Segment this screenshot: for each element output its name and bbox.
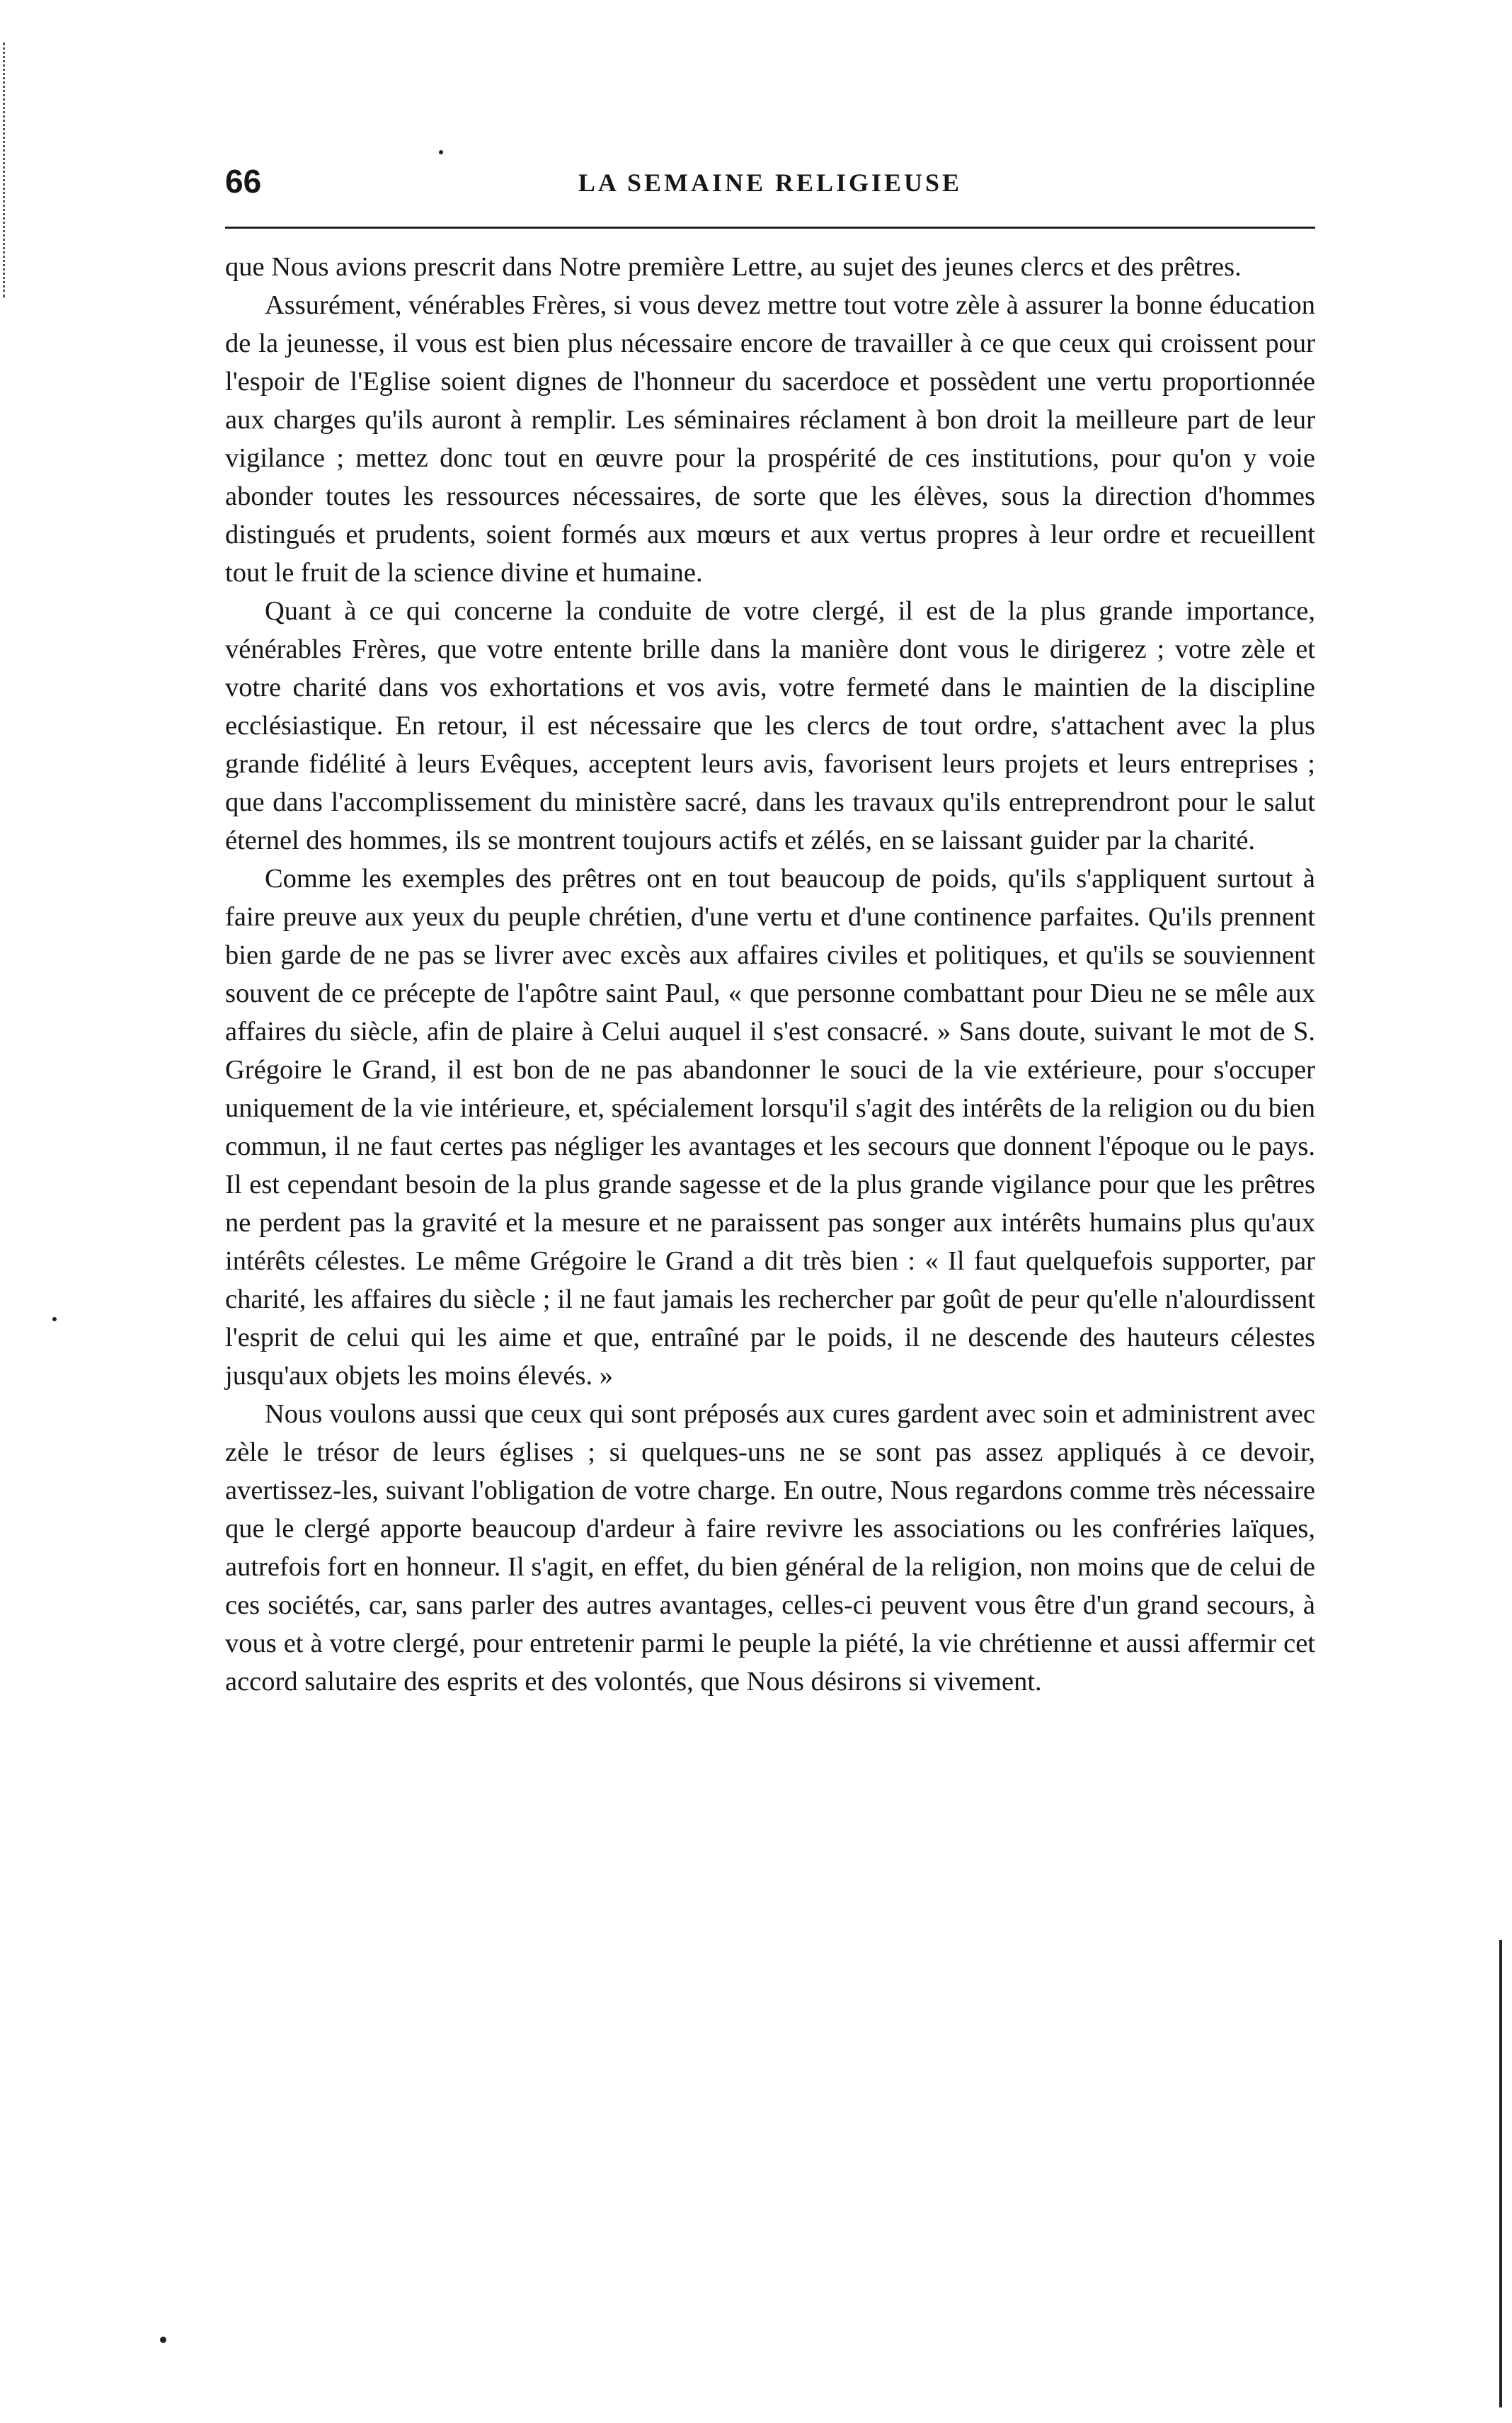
header-rule [225,227,1315,229]
paragraph: Nous voulons aussi que ceux qui sont préposés aux cures gardent avec soin et administrent avec zèle le trésor de leurs églises ; si quelques-uns ne se sont pas assez appliqués à ce devoir, avertissez-les, suivant l'obligation de votre charge. En outre, Nous regardons comme très nécessaire que le clergé apporte beaucoup d'ardeur à faire revivre les associations ou les confréries laïques, autrefois fort en honneur. Il s'agit, en effet, du bien général de la religion, non moins que de celui de ces sociétés, car, sans parler des autres avantages, celles-ci peuvent vous être d'un grand secours, à vous et à votre clergé, pour entretenir parmi le peuple la piété, la vie chrétienne et aussi affermir cet accord salutaire des esprits et des volontés, que Nous désirons si vivement. [225,1399,1315,1697]
paragraph: Quant à ce qui concerne la conduite de votre clergé, il est de la plus grande importance, vénérables Frères, que votre entente brille dans la manière dont vous le dirigerez ; votre zèle et votre charité dans vos exhortations et vos avis, votre fermeté dans le maintien de la discipline ecclésiastique. En retour, il est nécessaire que les clercs de tout ordre, s'attachent avec la plus grande fidélité à leurs Evêques, acceptent leurs avis, favorisent leurs projets et leurs entreprises ; que dans l'accomplissement du ministère sacré, dans les travaux qu'ils entreprendront pour le salut éternel des hommes, ils se montrent toujours actifs et zélés, en se laissant guider par la charité. [225,596,1315,855]
page-edge-right [1495,1940,1502,2407]
page-number: 66 [225,163,262,200]
ink-speck [52,1317,57,1321]
paragraph: Assurément, vénérables Frères, si vous devez mettre tout votre zèle à assurer la bonne éducation de la jeunesse, il vous est bien plus nécessaire encore de travailler à ce que ceux qui croissent pour l'espoir de l'Eglise soient dignes de l'honneur du sacerdoce et possèdent une vertu proportionnée aux charges qu'ils auront à remplir. Les séminaires réclament à bon droit la meilleure part de leur vigilance ; mettez donc tout en œuvre pour la prospérité de ces institutions, pour qu'on y voie abonder toutes les ressources nécessaires, de sorte que les élèves, sous la direction d'hommes distingués et prudents, soient formés aux mœurs et aux vertus propres à leur ordre et recueillent tout le fruit de la science divine et humaine. [225,290,1315,588]
body-text [225,248,1315,1701]
paragraph: Comme les exemples des prêtres ont en tout beaucoup de poids, qu'ils s'appliquent surtout à faire preuve aux yeux du peuple chrétien, d'une vertu et d'une continence parfaites. Qu'ils prennent bien garde de ne pas se livrer avec excès aux affaires civiles et politiques, et qu'ils se souviennent souvent de ce précepte de l'apôtre saint Paul, « que personne combattant pour Dieu ne se mêle aux affaires du siècle, afin de plaire à Celui auquel il s'est consacré. » Sans doute, suivant le mot de S. Grégoire le Grand, il est bon de ne pas abandonner le souci de la vie extérieure, pour s'occuper uniquement de la vie intérieure, et, spécialement lorsqu'il s'agit des intérêts de la religion ou du bien commun, il ne faut certes pas négliger les avantages et les secours que donnent l'époque ou le pays. Il est cependant besoin de la plus grande sagesse et de la plus grande vigilance pour que les prêtres ne perdent pas la gravité et la mesure et ne paraissent pas songer aux intérêts humains plus qu'aux intérêts célestes. Le même Grégoire le Grand a dit très bien : « Il faut quelquefois supporter, par charité, les affaires du siècle ; il ne faut jamais les rechercher par goût de peur qu'elle n'alourdissent l'esprit de celui qui les aime et que, entraîné par le poids, il ne descende des hauteurs célestes jusqu'aux objets les moins élevés. » [225,864,1315,1391]
running-head: LA SEMAINE RELIGIEUSE [578,169,963,197]
page-edge-left [3,42,9,297]
ink-speck [160,2337,166,2343]
ink-speck [439,150,443,154]
page-header [225,161,1315,204]
paragraph-continuation: que Nous avions prescrit dans Notre première Lettre, au sujet des jeunes clercs et des prêtres. [225,252,1242,282]
